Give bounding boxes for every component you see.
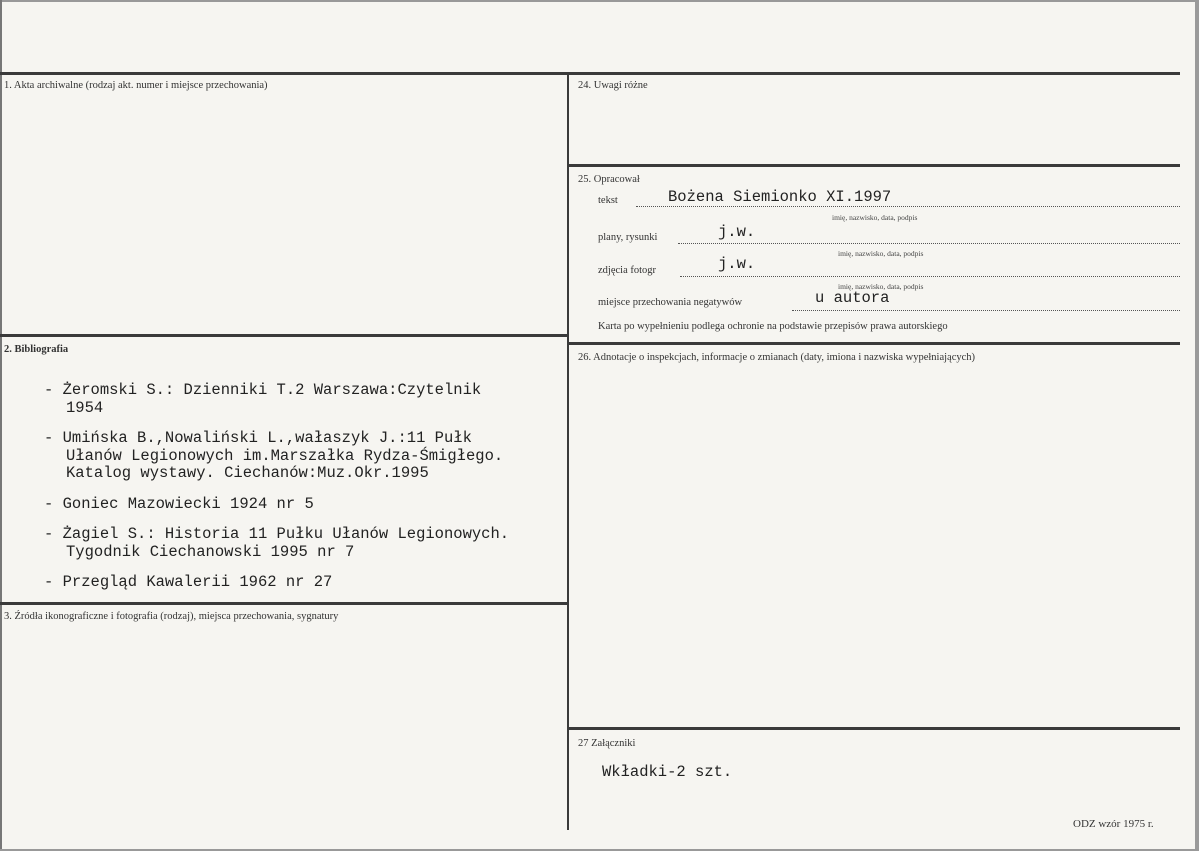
bibliography-item: - Goniec Mazowiecki 1924 nr 5	[44, 496, 586, 514]
section-attachments-label: 27 Załączniki	[578, 738, 636, 749]
card-edge-right	[1195, 0, 1199, 851]
section-prepared-by-label: 25. Opracował	[578, 174, 640, 185]
rule-right-2	[568, 342, 1180, 345]
attachments-value: Wkładki-2 szt.	[602, 763, 733, 781]
drawings-value: j.w.	[718, 223, 756, 241]
bibliography-list	[44, 382, 586, 605]
copyright-note: Karta po wypełnieniu podlega ochronie na podstawie przepisów prawa autorskiego	[598, 321, 948, 332]
text-author-caption: imię, nazwisko, data, podpis	[832, 213, 918, 222]
bibliography-item: - Żeromski S.: Dzienniki T.2 Warszawa:Czytelnik 1954	[44, 382, 586, 417]
text-author-value: Bożena Siemionko XI.1997	[668, 188, 892, 206]
top-rule	[0, 72, 1180, 75]
negatives-location-line	[792, 310, 1180, 311]
section-archival-records-label: 1. Akta archiwalne (rodzaj akt. numer i miejsce przechowania)	[4, 80, 268, 91]
negatives-location-value: u autora	[815, 289, 890, 307]
bibliography-item: - Żagiel S.: Historia 11 Pułku Ułanów Legionowych. Tygodnik Ciechanowski 1995 nr 7	[44, 526, 586, 561]
bibliography-item: - Umińska B.,Nowaliński L.,wałaszyk J.:11 Pułk Ułanów Legionowych im.Marszałka Rydza-Śmigłego. Katalog wystawy. Ciechanów:Muz.Okr.1995	[44, 430, 586, 483]
photos-label: zdjęcia fotogr	[598, 265, 657, 276]
rule-left-1	[0, 334, 568, 337]
drawings-label: plany, rysunki	[598, 232, 658, 243]
section-bibliography-label: 2. Bibliografia	[4, 344, 69, 355]
negatives-location-label: miejsce przechowania negatywów	[598, 297, 743, 308]
photos-caption: imię, nazwisko, data, podpis	[838, 282, 924, 291]
drawings-line	[678, 243, 1180, 244]
form-template-footer: ODZ wzór 1975 r.	[1073, 818, 1154, 830]
card-edge-top	[0, 0, 1199, 2]
rule-right-3	[568, 727, 1180, 730]
section-remarks-label: 24. Uwagi różne	[578, 80, 648, 91]
drawings-caption: imię, nazwisko, data, podpis	[838, 249, 924, 258]
section-iconographic-sources-label: 3. Źródła ikonograficzne i fotografia (rodzaj), miejsca przechowania, sygnatury	[4, 611, 339, 622]
photos-value: j.w.	[718, 255, 756, 273]
bibliography-item: - Przegląd Kawalerii 1962 nr 27	[44, 574, 586, 592]
text-author-label: tekst	[598, 195, 618, 206]
rule-right-1	[568, 164, 1180, 167]
text-author-line	[636, 206, 1180, 207]
photos-line	[680, 276, 1180, 277]
card-edge-left	[0, 0, 2, 851]
section-inspections-label: 26. Adnotacje o inspekcjach, informacje o zmianach (daty, imiona i nazwiska wypełniających)	[578, 352, 976, 363]
